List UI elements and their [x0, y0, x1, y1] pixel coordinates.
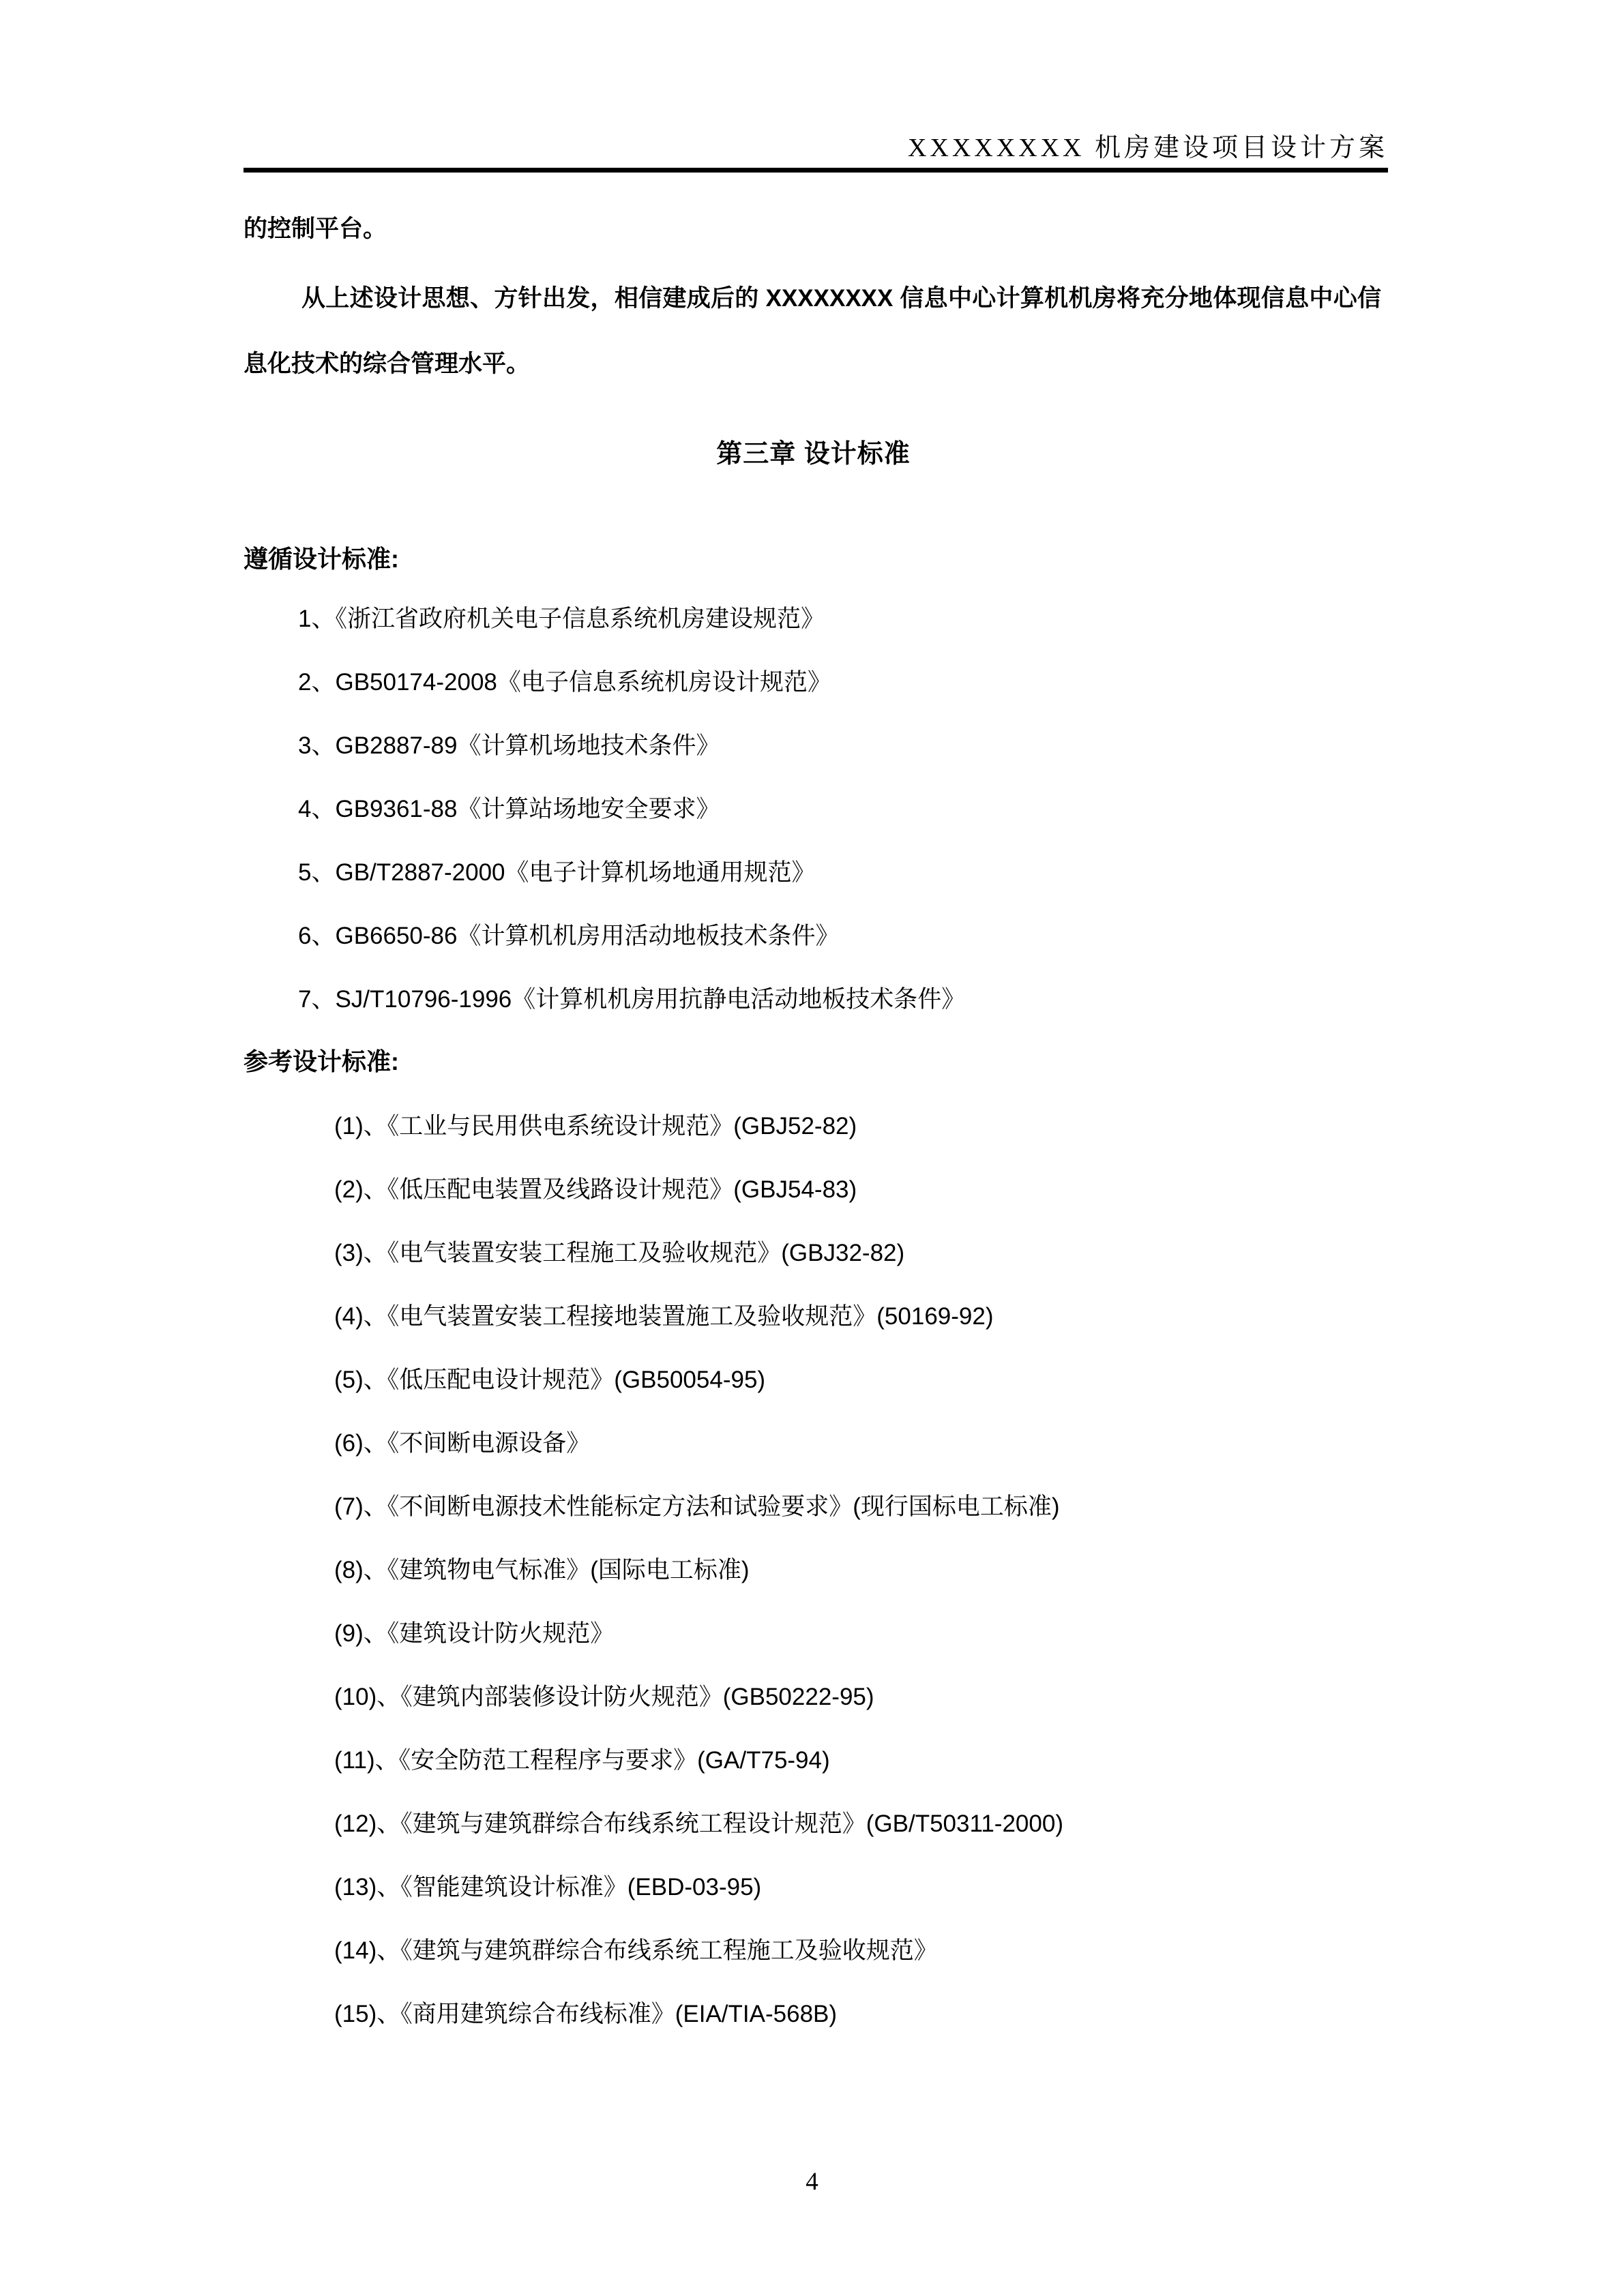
reference-standard-item: (13)、《智能建筑设计标准》(EBD-03-95): [334, 1874, 762, 1900]
chapter-title: 第三章 设计标准: [716, 440, 911, 468]
paragraph-line-2: 息化技术的综合管理水平。: [243, 351, 531, 377]
follow-standard-item: 3、GB2887-89《计算机场地技术条件》: [298, 732, 720, 759]
follow-standard-item: 4、GB9361-88《计算站场地安全要求》: [298, 796, 720, 822]
reference-standard-item: (11)、《安全防范工程程序与要求》(GA/T75-94): [334, 1747, 830, 1774]
reference-standard-item: (15)、《商用建筑综合布线标准》(EIA/TIA-568B): [334, 2001, 838, 2027]
reference-standards-label: 参考设计标准:: [243, 1047, 399, 1075]
reference-standard-item: (5)、《低压配电设计规范》(GB50054-95): [334, 1367, 766, 1393]
paragraph-line-1: 从上述设计思想、方针出发，相信建成后的 XXXXXXXX 信息中心计算机机房将充分地体现信息中心信: [301, 285, 1381, 312]
reference-standard-item: (9)、《建筑设计防火规范》: [334, 1620, 615, 1647]
follow-standard-item: 5、GB/T2887-2000《电子计算机场地通用规范》: [298, 859, 816, 886]
reference-standard-item: (4)、《电气装置安装工程接地装置施工及验收规范》(50169-92): [334, 1303, 994, 1330]
reference-standard-item: (3)、《电气装置安装工程施工及验收规范》(GBJ32-82): [334, 1240, 905, 1266]
page-header: [243, 0, 1388, 173]
follow-standard-item: 2、GB50174-2008《电子信息系统机房设计规范》: [298, 669, 831, 696]
reference-standard-item: (6)、《不间断电源设备》: [334, 1430, 591, 1457]
follow-standard-item: 7、SJ/T10796-1996《计算机机房用抗静电活动地板技术条件》: [298, 986, 966, 1013]
reference-standard-item: (14)、《建筑与建筑群综合布线系统工程施工及验收规范》: [334, 1937, 938, 1964]
reference-standard-item: (7)、《不间断电源技术性能标定方法和试验要求》(现行国标电工标准): [334, 1493, 1060, 1520]
reference-standard-item: (2)、《低压配电装置及线路设计规范》(GBJ54-83): [334, 1176, 857, 1203]
page-number: 4: [806, 2168, 818, 2196]
reference-standard-item: (12)、《建筑与建筑群综合布线系统工程设计规范》(GB/T50311-2000): [334, 1810, 1063, 1837]
reference-standard-item: (1)、《工业与民用供电系统设计规范》(GBJ52-82): [334, 1113, 857, 1139]
follow-standard-item: 6、GB6650-86《计算机机房用活动地板技术条件》: [298, 923, 840, 949]
reference-standard-item: (10)、《建筑内部装修设计防火规范》(GB50222-95): [334, 1684, 874, 1710]
follow-standards-label: 遵循设计标准:: [243, 545, 399, 573]
paragraph-continuation: 的控制平台。: [243, 215, 387, 242]
reference-standard-item: (8)、《建筑物电气标准》(国际电工标准): [334, 1557, 750, 1583]
header-title: XXXXXXXX 机房建设项目设计方案: [907, 134, 1388, 162]
follow-standard-item: 1、《浙江省政府机关电子信息系统机房建设规范》: [298, 606, 825, 632]
